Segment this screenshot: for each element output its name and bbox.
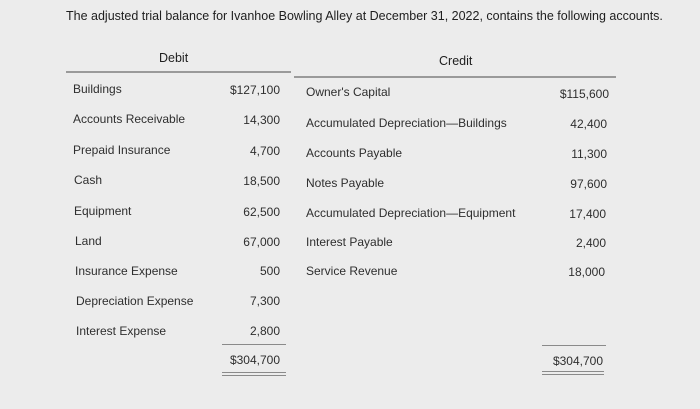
debit-amount-insurance-expense: 500 (259, 264, 280, 278)
debit-amount-accounts-receivable: 14,300 (243, 113, 280, 127)
debit-amount-buildings: $127,100 (229, 83, 280, 97)
debit-amount-cash: 18,500 (243, 174, 280, 188)
credit-amount-accumulated-depreciation-buildings: 42,400 (570, 117, 607, 131)
credit-total: $304,700 (552, 354, 603, 368)
debit-total-rule-2 (222, 375, 286, 376)
credit-account-service-revenue: Service Revenue (306, 264, 398, 278)
problem-statement: The adjusted trial balance for Ivanhoe Bowling Alley at December 31, 2022, contains the following accounts. (66, 9, 663, 23)
credit-amount-interest-payable: 2,400 (575, 236, 606, 250)
debit-account-cash: Cash (74, 173, 103, 187)
debit-total-rule-1 (222, 372, 286, 373)
credit-account-notes-payable: Notes Payable (306, 176, 385, 190)
debit-amount-prepaid-insurance: 4,700 (249, 144, 280, 158)
credit-total-rule-1 (542, 371, 604, 372)
debit-account-interest-expense: Interest Expense (76, 324, 167, 338)
debit-account-depreciation-expense: Depreciation Expense (76, 294, 194, 308)
debit-heading: Debit (159, 51, 189, 65)
debit-sum-rule (222, 344, 286, 345)
credit-heading: Credit (439, 54, 473, 68)
credit-amount-accumulated-depreciation-equipment: 17,400 (569, 207, 606, 221)
credit-amount-accounts-payable: 11,300 (571, 147, 607, 161)
credit-account-accounts-payable: Accounts Payable (306, 146, 403, 160)
debit-account-prepaid-insurance: Prepaid Insurance (73, 143, 171, 157)
credit-amount-owners-capital: $115,600 (559, 87, 609, 101)
debit-amount-equipment: 62,500 (243, 205, 280, 219)
credit-account-interest-payable: Interest Payable (306, 235, 393, 249)
credit-sum-rule (542, 345, 606, 346)
credit-account-accumulated-depreciation-equipment: Accumulated Depreciation—Equipment (306, 206, 516, 220)
debit-total: $304,700 (229, 353, 280, 367)
debit-amount-depreciation-expense: 7,300 (249, 294, 280, 308)
credit-total-rule-2 (542, 374, 604, 375)
credit-amount-service-revenue: 18,000 (568, 265, 605, 279)
credit-account-accumulated-depreciation-buildings: Accumulated Depreciation—Buildings (306, 116, 507, 130)
debit-amount-interest-expense: 2,800 (249, 324, 280, 338)
debit-account-land: Land (75, 234, 102, 248)
debit-account-accounts-receivable: Accounts Receivable (73, 112, 186, 126)
credit-heading-rule (294, 76, 616, 78)
credit-account-owners-capital: Owner's Capital (306, 85, 391, 99)
debit-heading-rule (66, 71, 291, 73)
credit-amount-notes-payable: 97,600 (570, 177, 607, 191)
debit-amount-land: 67,000 (243, 235, 280, 249)
debit-account-insurance-expense: Insurance Expense (75, 264, 178, 278)
debit-account-equipment: Equipment (74, 204, 132, 218)
debit-account-buildings: Buildings (73, 82, 122, 96)
